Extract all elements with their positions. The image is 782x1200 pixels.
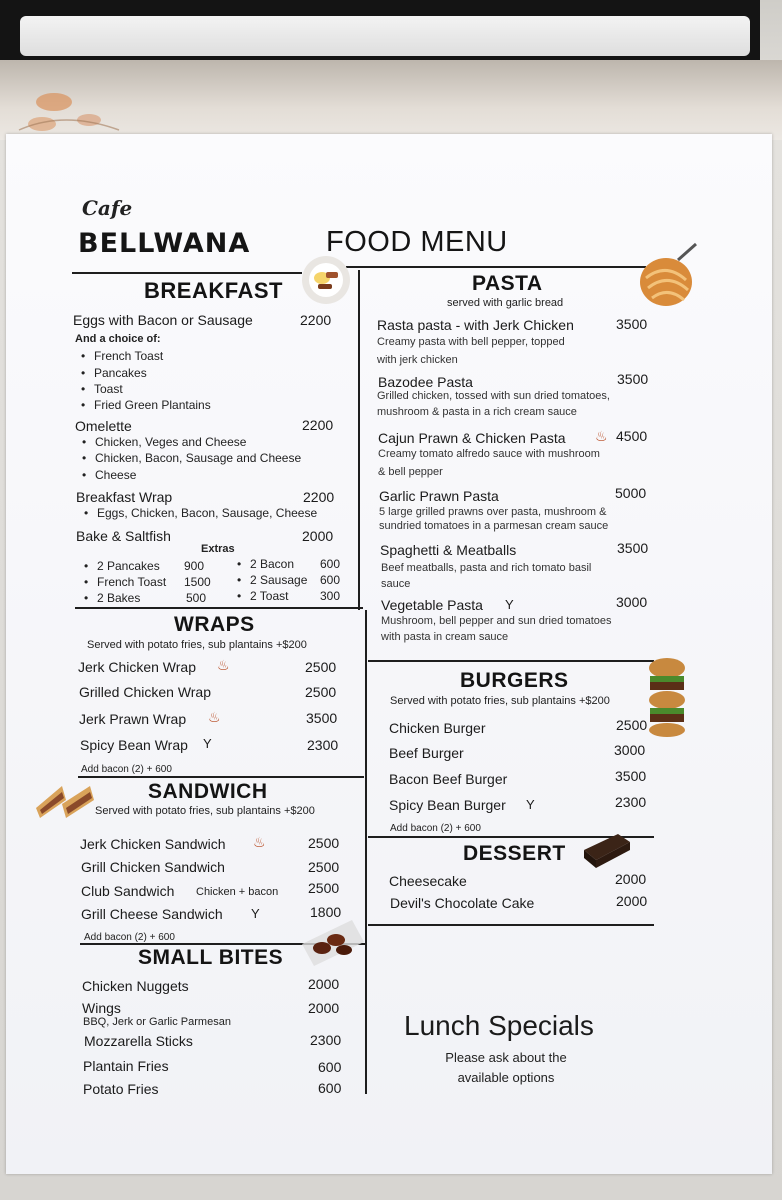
burgers-addon: Add bacon (2) + 600: [390, 823, 481, 834]
burgers-note: Served with potato fries, sub plantains +$200: [390, 695, 610, 707]
wraps-addon: Add bacon (2) + 600: [81, 764, 172, 775]
extra-price: 600: [320, 557, 341, 571]
eggs-bacon-name: Eggs with Bacon or Sausage: [73, 312, 253, 328]
wings-plate-icon: [300, 918, 366, 968]
breakfast-plate-icon: [300, 254, 352, 306]
wrap-item-price: 2300: [307, 737, 339, 753]
sandwich-item-price: 1800: [310, 904, 342, 920]
burger-item-price: 3500: [615, 768, 647, 784]
choice-label: And a choice of:: [75, 333, 161, 345]
wrap-item-name: Jerk Prawn Wrap: [79, 711, 187, 727]
chili-pepper-icon: ♨: [595, 428, 608, 444]
small-bite-name: Potato Fries: [83, 1081, 159, 1097]
pasta-item-desc: with pasta in cream sauce: [381, 631, 509, 643]
small-bite-price: 600: [318, 1080, 342, 1096]
vegetarian-v-icon: Y: [251, 906, 260, 921]
small-bite-name: Mozzarella Sticks: [84, 1033, 193, 1049]
pasta-item-price: 3500: [616, 316, 648, 332]
sandwich-icon: [32, 778, 96, 822]
sandwich-heading: SANDWICH: [148, 780, 268, 803]
small-bite-price: 600: [318, 1059, 342, 1075]
small-bite-price: 2300: [310, 1032, 342, 1048]
pasta-item-desc: Creamy pasta with bell pepper, topped: [377, 336, 565, 348]
extra-price: 300: [320, 589, 341, 603]
wrap-item-name: Grilled Chicken Wrap: [79, 684, 212, 700]
bake-saltfish-price: 2000: [302, 528, 334, 544]
chili-pepper-icon: ♨: [208, 709, 221, 725]
dessert-item-price: 2000: [615, 871, 647, 887]
breakfast-wrap-price: 2200: [303, 489, 335, 505]
sandwich-item-extra: Chicken + bacon: [196, 886, 279, 898]
pasta-item-price: 3500: [617, 540, 649, 556]
wrap-item-name: Jerk Chicken Wrap: [78, 659, 197, 675]
breakfast-heading: BREAKFAST: [144, 278, 283, 303]
burger-item-name: Beef Burger: [389, 745, 464, 761]
burger-item-price: 2300: [615, 794, 647, 810]
binder-sleeve-strip: [20, 16, 750, 56]
chili-pepper-icon: ♨: [253, 834, 266, 850]
sandwich-item-price: 2500: [308, 880, 340, 896]
dessert-heading: DESSERT: [463, 842, 566, 865]
omelette-option: • Cheese: [95, 468, 136, 482]
pasta-bowl-icon: [634, 242, 700, 314]
omelette-option: • Chicken, Veges and Cheese: [95, 435, 246, 449]
extra-item: • 2 Pancakes: [97, 559, 160, 573]
pasta-item-desc: mushroom & pasta in a rich cream sauce: [377, 406, 577, 418]
omelette-option: • Chicken, Bacon, Sausage and Cheese: [95, 451, 301, 465]
small-bite-price: 2000: [308, 1000, 340, 1016]
omelette-price: 2200: [302, 417, 334, 433]
extra-price: 900: [184, 559, 205, 573]
burger-item-name: Spicy Bean Burger: [389, 797, 506, 813]
vegetarian-v-icon: Y: [505, 597, 514, 612]
sandwich-item-name: Grill Cheese Sandwich: [81, 906, 223, 922]
extra-price: 500: [186, 591, 207, 605]
divider-pasta-burgers: [368, 660, 654, 662]
divider-top-left: [72, 272, 302, 274]
pasta-item-desc: sundried tomatoes in a parmesan cream sauce: [379, 520, 609, 532]
pasta-item-name: Spaghetti & Meatballs: [380, 542, 517, 558]
vegetarian-v-icon: Y: [203, 736, 212, 751]
pasta-item-desc: Creamy tomato alfredo sauce with mushroom: [378, 448, 600, 460]
extra-item: • 2 Sausage: [250, 573, 307, 587]
omelette-name: Omelette: [75, 418, 132, 434]
burger-item-name: Chicken Burger: [389, 720, 486, 736]
sandwich-item-price: 2500: [308, 859, 340, 875]
pasta-item-name: Rasta pasta - with Jerk Chicken: [377, 317, 574, 333]
dessert-item-name: Devil's Chocolate Cake: [390, 895, 535, 911]
pasta-item-price: 4500: [616, 428, 648, 444]
pasta-item-desc: Mushroom, bell pepper and sun dried tomatoes: [381, 615, 612, 627]
small-bite-price: 2000: [308, 976, 340, 992]
sandwich-addon: Add bacon (2) + 600: [84, 932, 175, 943]
wrap-item-price: 2500: [305, 659, 337, 675]
sandwich-item-price: 2500: [308, 835, 340, 851]
pasta-item-price: 3500: [617, 371, 649, 387]
chili-pepper-icon: ♨: [217, 657, 230, 673]
pasta-item-desc: sauce: [381, 578, 411, 590]
pasta-item-name: Bazodee Pasta: [378, 374, 473, 390]
extra-item: • 2 Bakes: [97, 591, 140, 605]
sandwich-item-name: Grill Chicken Sandwich: [81, 859, 225, 875]
pasta-item-desc: Beef meatballs, pasta and rich tomato basil: [381, 562, 592, 574]
sandwich-item-name: Club Sandwich: [81, 883, 175, 899]
small-bites-heading: SMALL BITES: [138, 946, 284, 969]
burger-stack-icon: [644, 656, 690, 740]
wraps-heading: WRAPS: [174, 613, 255, 636]
pasta-item-name: Garlic Prawn Pasta: [379, 488, 499, 504]
pasta-item-name: Vegetable Pasta: [381, 597, 483, 613]
bake-saltfish-name: Bake & Saltfish: [76, 528, 171, 544]
small-bite-name: Wings: [82, 1000, 121, 1016]
burger-item-name: Bacon Beef Burger: [389, 771, 508, 787]
pasta-item-name: Cajun Prawn & Chicken Pasta: [378, 430, 566, 446]
extra-price: 1500: [184, 575, 211, 589]
choice-item: • Toast: [94, 382, 123, 396]
small-bite-name: Chicken Nuggets: [82, 978, 189, 994]
choice-item: • Fried Green Plantains: [94, 398, 211, 412]
divider-top-right: [346, 266, 646, 268]
burgers-heading: BURGERS: [460, 669, 569, 692]
divider-dessert-bottom: [368, 924, 654, 926]
lunch-specials-note: available options: [457, 1070, 555, 1085]
extra-item: • French Toast: [97, 575, 166, 589]
extras-label: Extras: [201, 543, 235, 555]
choice-item: • French Toast: [94, 349, 163, 363]
pasta-note: served with garlic bread: [447, 297, 564, 309]
eggs-bacon-price: 2200: [300, 312, 332, 328]
breakfast-wrap-desc: • Eggs, Chicken, Bacon, Sausage, Cheese: [97, 506, 317, 520]
extra-price: 600: [320, 573, 341, 587]
pasta-item-desc: & bell pepper: [378, 466, 443, 478]
burger-item-price: 3000: [614, 742, 646, 758]
divider-breakfast-wraps: [75, 607, 363, 609]
pasta-item-desc: 5 large grilled prawns over pasta, mushroom &: [379, 506, 607, 518]
logo-name: BELLWANA: [78, 228, 251, 259]
logo-script-text: Cafe: [82, 196, 133, 220]
choice-item: • Pancakes: [94, 366, 147, 380]
extra-item: • 2 Toast: [250, 589, 288, 603]
pasta-item-desc: Grilled chicken, tossed with sun dried tomatoes,: [377, 390, 610, 402]
page-title: FOOD MENU: [326, 226, 508, 258]
dessert-item-name: Cheesecake: [389, 873, 467, 889]
pasta-heading: PASTA: [472, 272, 543, 295]
chocolate-cake-icon: [578, 828, 634, 872]
sandwich-item-name: Jerk Chicken Sandwich: [80, 836, 226, 852]
dessert-item-price: 2000: [616, 893, 648, 909]
pasta-item-desc: with jerk chicken: [377, 354, 458, 366]
pasta-item-price: 3000: [616, 594, 648, 610]
breakfast-wrap-name: Breakfast Wrap: [76, 489, 173, 505]
extra-item: • 2 Bacon: [250, 557, 294, 571]
divider-vertical-lower: [365, 610, 367, 1094]
wraps-note: Served with potato fries, sub plantains +$200: [87, 639, 307, 651]
wrap-item-name: Spicy Bean Wrap: [80, 737, 188, 753]
wings-desc: BBQ, Jerk or Garlic Parmesan: [83, 1016, 231, 1028]
small-bite-name: Plantain Fries: [83, 1058, 169, 1074]
wrap-item-price: 2500: [305, 684, 337, 700]
wrap-item-price: 3500: [306, 710, 338, 726]
burger-item-price: 2500: [616, 717, 648, 733]
sandwich-note: Served with potato fries, sub plantains +$200: [95, 805, 315, 817]
pasta-item-price: 5000: [615, 485, 647, 501]
lunch-specials-note: Please ask about the: [445, 1050, 567, 1065]
flower-decoration-icon: [14, 90, 124, 134]
lunch-specials-title: Lunch Specials: [404, 1010, 594, 1041]
menu-binder: [0, 0, 760, 68]
divider-wraps-sandwich: [78, 776, 364, 778]
vegetarian-v-icon: Y: [526, 797, 535, 812]
divider-vertical: [358, 270, 360, 610]
